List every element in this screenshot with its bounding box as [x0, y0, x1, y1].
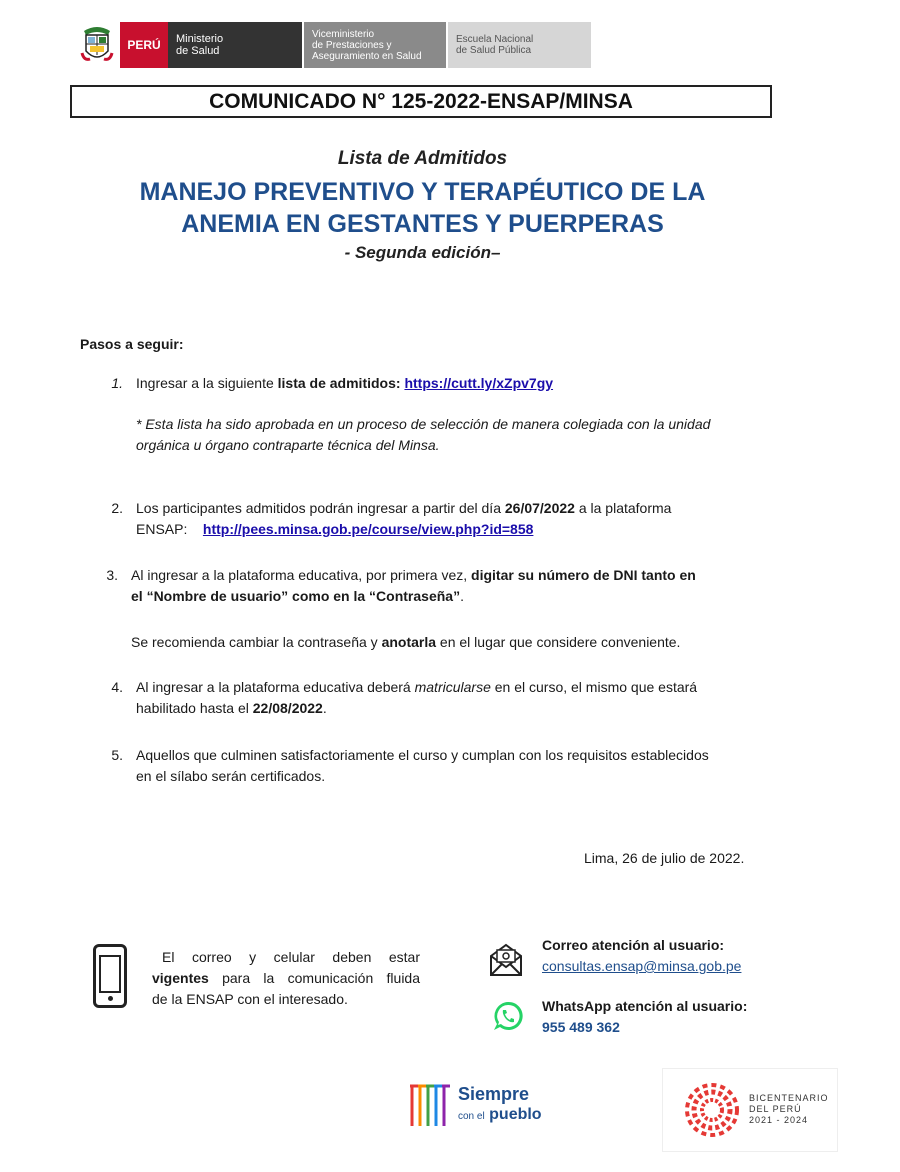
- logo2-line3: 2021 - 2024: [749, 1115, 809, 1125]
- main-title-line1: MANEJO PREVENTIVO Y TERAPÉUTICO DE LA: [139, 178, 706, 206]
- contact-note-line3: de la ENSAP con el interesado.: [152, 991, 348, 1007]
- ministry-label: [168, 22, 302, 68]
- step3-recommendation: [131, 632, 680, 653]
- step4-number: 4.: [111, 679, 123, 695]
- step2-text: [136, 498, 671, 540]
- logo1-line2b: pueblo: [489, 1106, 542, 1123]
- step4-italic: matricularse: [414, 679, 491, 695]
- contact-note-line2: para la comunicación fluida: [208, 970, 420, 986]
- peru-label: PERÚ: [120, 22, 168, 68]
- step1-text-b: lista de admitidos:: [277, 375, 401, 391]
- step1-number: 1.: [111, 375, 123, 391]
- email-block: [542, 935, 741, 977]
- step3-text-end: .: [460, 588, 464, 604]
- school-line2: de Salud Pública: [456, 45, 532, 56]
- vice-line1: Viceministerio: [312, 28, 375, 40]
- logo2-line1: BICENTENARIO: [749, 1093, 829, 1103]
- ministry-line1: Ministerio: [176, 33, 224, 45]
- step1-note: [136, 414, 710, 456]
- step3-text-a: Al ingresar a la plataforma educativa, por primera vez,: [131, 567, 472, 583]
- steps-heading: Pasos a seguir:: [80, 336, 184, 352]
- step2-text-b: a la plataforma: [574, 500, 672, 516]
- pueblo-figures-icon: [408, 1082, 454, 1130]
- step3-bold-line2: el “Nombre de usuario” como en la “Contraseña”: [131, 588, 461, 604]
- edition-label: - Segunda edición–: [344, 243, 501, 262]
- admitted-list-link[interactable]: https://cutt.ly/xZpv7gy: [404, 375, 554, 391]
- whatsapp-phone: 955 489 362: [542, 1019, 620, 1035]
- place-date: Lima, 26 de julio de 2022.: [584, 850, 745, 866]
- step4-text-d: .: [322, 700, 327, 716]
- platform-link[interactable]: http://pees.minsa.gob.pe/course/view.php?id=858: [202, 521, 534, 537]
- logo2-text: [749, 1093, 829, 1126]
- step4-text-a: Al ingresar a la plataforma educativa deberá: [136, 679, 415, 695]
- school-label: [448, 22, 591, 68]
- step2-number: 2.: [111, 500, 123, 516]
- logo1-line1: Siempre: [458, 1084, 530, 1104]
- logo1-line2a: con el: [458, 1111, 485, 1122]
- contact-note-bold: vigentes: [152, 970, 209, 986]
- email-link[interactable]: consultas.ensap@minsa.gob.pe: [542, 958, 742, 974]
- main-title: [0, 176, 845, 240]
- mobile-phone-icon: [93, 944, 127, 1008]
- step4-text-b: en el curso, el mismo que estará: [490, 679, 698, 695]
- whatsapp-icon: [492, 1000, 524, 1037]
- siempre-con-el-pueblo-logo: [408, 1080, 550, 1132]
- step3-text: [131, 565, 696, 607]
- step1-text: [136, 373, 553, 394]
- step1-text-a: Ingresar a la siguiente: [136, 375, 278, 391]
- peru-coat-of-arms-icon: [78, 22, 116, 68]
- step4-date: 22/08/2022: [252, 700, 323, 716]
- step3-number: 3.: [106, 567, 118, 583]
- step5-text: [136, 745, 709, 787]
- step5-line1: Aquellos que culminen satisfactoriamente el curso y cumplan con los requisitos establecidos: [136, 747, 709, 763]
- step1-note-line1: * Esta lista ha sido aprobada en un proceso de selección de manera colegiada con la unidad: [136, 416, 711, 432]
- subtitle: Lista de Admitidos: [337, 148, 508, 169]
- step3-rec-bold: anotarla: [381, 634, 437, 650]
- whatsapp-block: [542, 996, 747, 1038]
- school-line1: Escuela Nacional: [456, 34, 534, 45]
- comunicado-title: COMUNICADO N° 125-2022-ENSAP/MINSA: [70, 85, 772, 118]
- vice-line2: de Prestaciones y: [312, 39, 392, 51]
- step3-rec-b: en el lugar que considere conveniente.: [436, 634, 681, 650]
- vice-ministry-label: [304, 22, 446, 68]
- bicentenario-logo: [662, 1068, 838, 1152]
- step5-line2: en el sílabo serán certificados.: [136, 768, 326, 784]
- contact-note: [152, 947, 420, 1010]
- step3-bold-line1: digitar su número de DNI tanto en: [471, 567, 696, 583]
- contact-note-line1: El correo y celular deben estar: [162, 949, 420, 965]
- step1-note-line2: orgánica u órgano contraparte técnica del Minsa.: [136, 437, 440, 453]
- main-title-line2: ANEMIA EN GESTANTES Y PUERPERAS: [181, 210, 664, 238]
- ministry-line2: de Salud: [176, 45, 220, 57]
- step3-rec-a: Se recomienda cambiar la contraseña y: [131, 634, 382, 650]
- step5-number: 5.: [111, 747, 123, 763]
- bicentenario-burst-icon: [683, 1081, 741, 1139]
- email-envelope-icon: [488, 942, 524, 983]
- header-logos: [78, 22, 591, 68]
- step2-text-c: ENSAP:: [136, 521, 188, 537]
- vice-line3: Aseguramiento en Salud: [312, 50, 422, 62]
- logo2-line2: DEL PERÚ: [749, 1104, 802, 1114]
- email-label: Correo atención al usuario:: [542, 937, 725, 953]
- step4-text-c: habilitado hasta el: [136, 700, 253, 716]
- step4-text: [136, 677, 697, 719]
- whatsapp-label: WhatsApp atención al usuario:: [542, 998, 748, 1014]
- step2-date: 26/07/2022: [504, 500, 575, 516]
- step2-text-a: Los participantes admitidos podrán ingresar a partir del día: [136, 500, 505, 516]
